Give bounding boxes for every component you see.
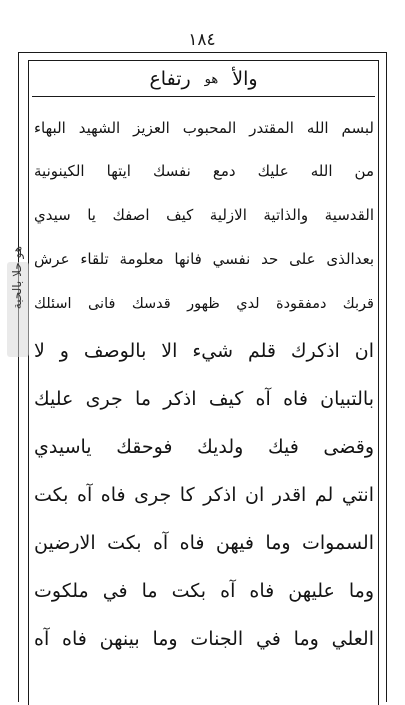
- body-line: لبسم الله المقتدر المحبوب العزيز الشهيد البهاء: [34, 119, 374, 137]
- heading-middle: هو: [204, 71, 219, 87]
- body-line: بعدالذى على حد نفسي فانها معلومة تلقاء عرش: [34, 250, 374, 268]
- body-line: القدسية والذاتية الازلية كيف اصفك يا سيدي: [34, 206, 374, 224]
- heading-right: رتفاع: [149, 68, 191, 90]
- body-text: [34, 108, 374, 663]
- body-line: قربك دمفقودة لدي ظهور قدسك فانى اسئلك: [34, 296, 374, 312]
- body-line: بالتبيان فاه آه كيف اذكر ما جرى عليك: [34, 388, 374, 410]
- page-number: ١٨٤: [188, 30, 216, 50]
- body-line: انتي لم اقدر ان اذكر كا جرى فاه آه بكت: [34, 484, 374, 506]
- heading-left: والأ: [232, 68, 258, 90]
- margin-note-text: هو حلا بالحبة: [10, 245, 24, 310]
- body-line: السموات وما فيهن فاه آه بكت الارضين: [34, 532, 374, 554]
- body-line: وقضى فيك ولديك فوحقك ياسيدي: [34, 436, 374, 458]
- body-line: ان اذكرك قلم شيء الا بالوصف و لا: [34, 340, 374, 362]
- body-line: وما عليهن فاه آه بكت ما في ملكوت: [34, 580, 374, 602]
- heading-row: [32, 62, 375, 97]
- body-line: من الله عليك دمع نفسك ايتها الكينونية: [34, 162, 374, 180]
- margin-note: [4, 195, 30, 360]
- body-line: العلي وما في الجنات وما بينهن فاه آه: [34, 628, 374, 650]
